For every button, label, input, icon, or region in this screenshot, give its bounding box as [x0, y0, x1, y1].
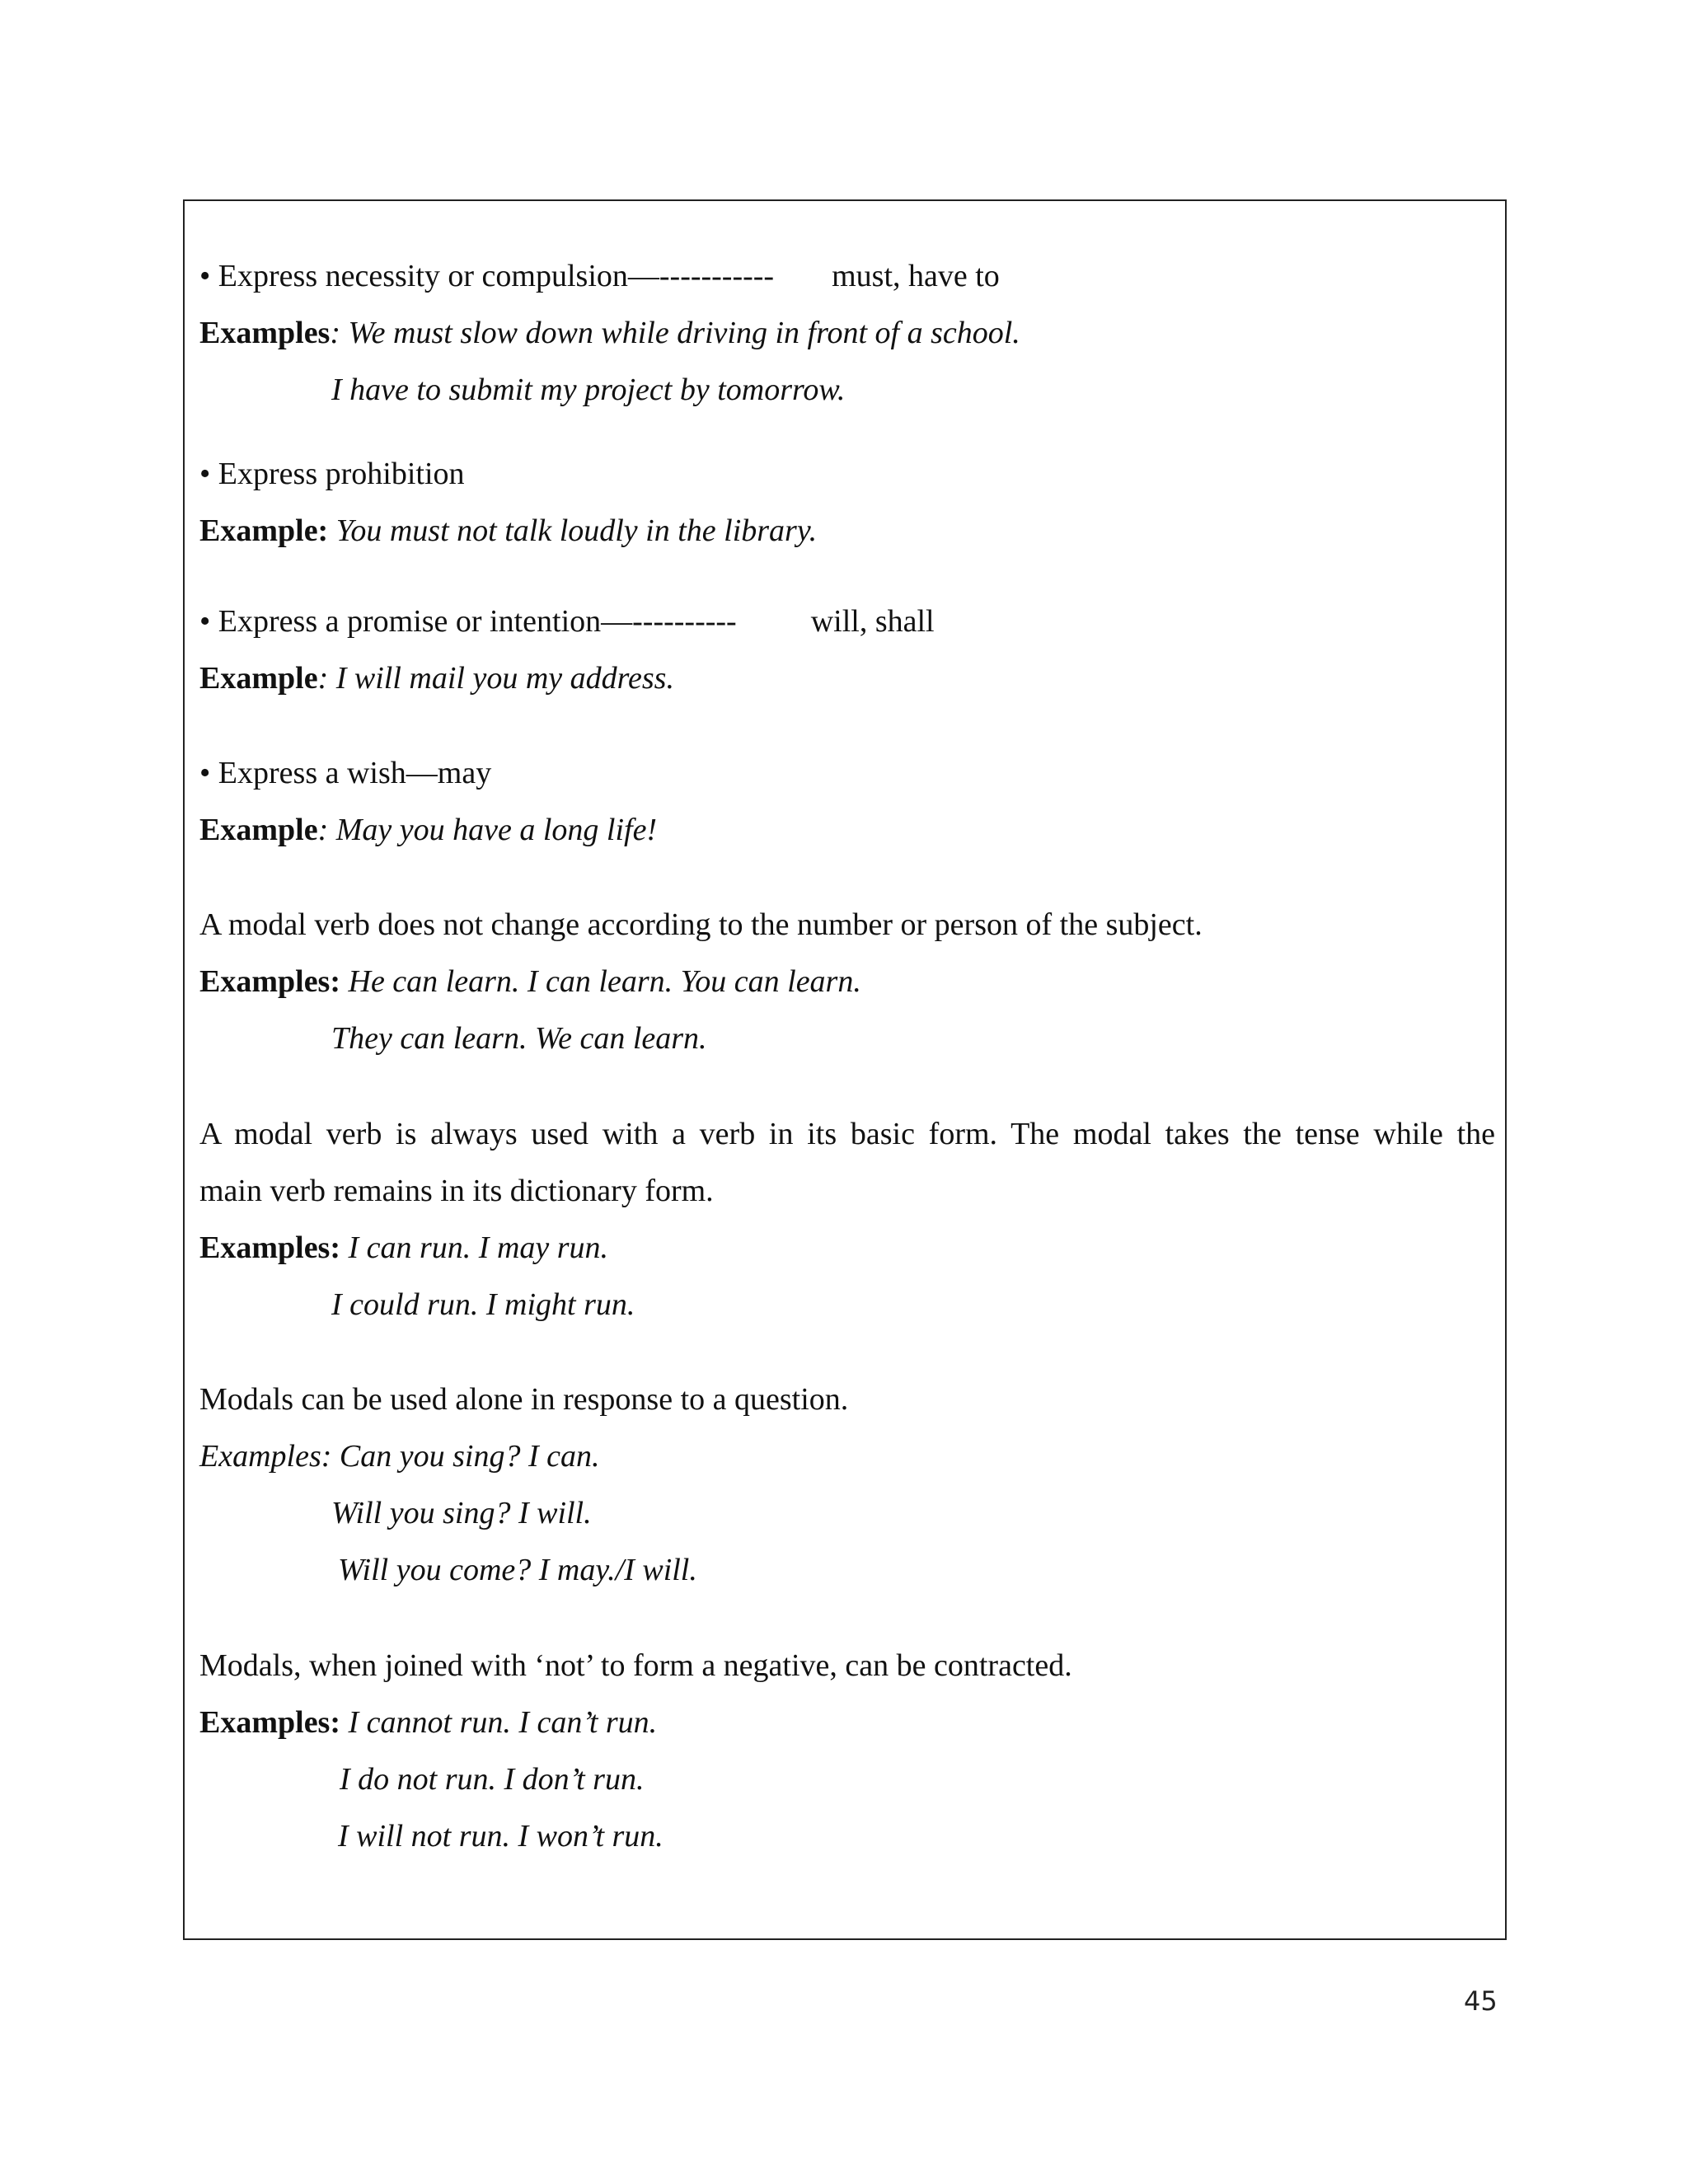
basic-form-rule-line-1: A modal verb is always used with a verb in its basic form. The modal takes the tense while the [199, 1117, 1495, 1151]
alone-example-3: Will you come? I may./I will. [338, 1553, 697, 1587]
necessity-example-text-1: : We must slow down while driving in front of a school. [330, 316, 1020, 350]
negative-example-2: I do not run. I don’t run. [340, 1762, 645, 1797]
basic-form-rule-line-2: main verb remains in its dictionary form. [199, 1174, 714, 1208]
number-person-example-lead: Examples: [199, 964, 340, 999]
wish-example [199, 811, 657, 849]
negative-example-3: I will not run. I won’t run. [338, 1819, 663, 1854]
negative-example-1 [199, 1704, 657, 1741]
prohibition-point: • Express prohibition [199, 457, 465, 491]
basic-form-example-1 [199, 1229, 608, 1267]
negative-example-text-1: I cannot run. I can’t run. [340, 1705, 658, 1740]
necessity-point-text: • Express necessity or compulsion—----------- [199, 259, 775, 293]
number-person-example-text-1: He can learn. I can learn. You can learn. [340, 964, 861, 999]
basic-form-example-2: I could run. I might run. [331, 1287, 635, 1322]
promise-point [199, 602, 935, 640]
prohibition-example-lead: Example: [199, 513, 329, 548]
wish-point: • Express a wish—may [199, 756, 492, 790]
negative-rule: Modals, when joined with ‘not’ to form a negative, can be contracted. [199, 1648, 1072, 1683]
prohibition-example-text: You must not talk loudly in the library. [328, 513, 818, 548]
page-number: 45 [1464, 1985, 1498, 2017]
necessity-example-1 [199, 314, 1020, 352]
necessity-modals: must, have to [832, 259, 1000, 293]
number-person-example-1 [199, 963, 861, 1001]
necessity-example-lead: Examples [199, 316, 331, 350]
promise-example [199, 659, 674, 697]
necessity-example-2: I have to submit my project by tomorrow. [331, 373, 846, 407]
promise-example-lead: Example [199, 661, 318, 696]
necessity-point [199, 257, 1000, 295]
alone-rule: Modals can be used alone in response to a question. [199, 1382, 849, 1417]
promise-example-text: : I will mail you my address. [317, 661, 674, 696]
negative-example-lead: Examples: [199, 1705, 340, 1740]
basic-form-example-lead: Examples: [199, 1230, 340, 1265]
number-person-rule: A modal verb does not change according to the number or person of the subject. [199, 907, 1203, 942]
wish-example-lead: Example [199, 813, 318, 847]
basic-form-example-text-1: I can run. I may run. [340, 1230, 609, 1265]
alone-example-1: Examples: Can you sing? I can. [199, 1439, 600, 1474]
promise-point-text: • Express a promise or intention—---------- [199, 604, 737, 639]
prohibition-example [199, 512, 817, 550]
alone-example-2: Will you sing? I will. [331, 1496, 592, 1530]
promise-modals: will, shall [810, 604, 935, 639]
number-person-example-2: They can learn. We can learn. [331, 1021, 707, 1056]
wish-example-text: : May you have a long life! [317, 813, 658, 847]
